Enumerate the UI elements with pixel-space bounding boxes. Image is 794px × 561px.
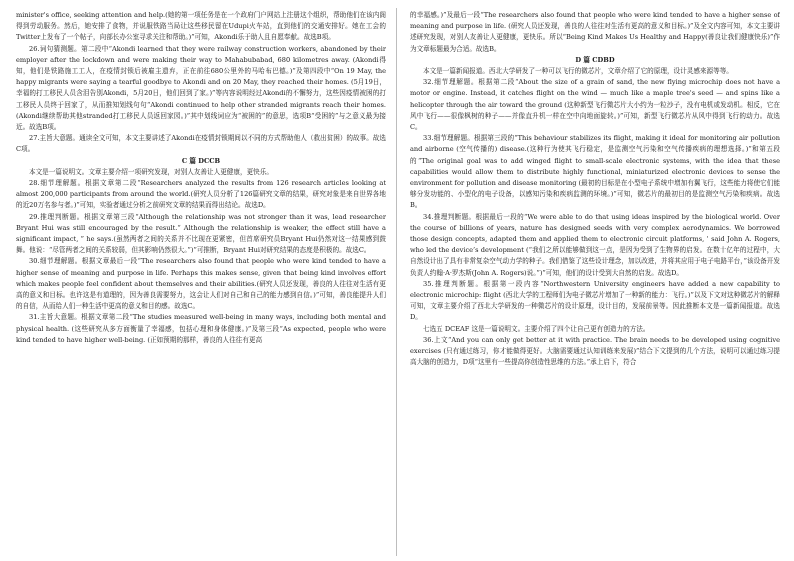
section-heading: C 篇 DCCB — [181, 156, 221, 165]
paragraph: 32.细节理解题。根据第二段“About the size of a grain of sand, the new flying microchip does not have a motor or engine. Instead, it catches flight on the wind — much like a maple tree's seed — and spins like a helicopter through the air toward the ground (这种新型飞行微芯片大小约为一粒沙子，没有电机或发动机。相反，它在风中飞行——很像枫树的种子——并像直升机一样在空中向地面旋转。)”可知，新型飞行微芯片从风中得到飞行的动力。故选C。 — [410, 78, 780, 132]
paragraph: 26.词句猜测题。第二段中“Akondi learned that they were railway construction workers, abandoned by their employer after the lockdown and were making their way to Mahabubabad, 680 kilometres away. (Akondi得知，他们是铁路施工工人，在疫情封锁后被雇主遗弃，正在前往680公里外的马哈布巴德。)”及第四段中“On 19 May, the happy migrants were saying a tearful goodbye to Akondi and on 20 May, they reached their homes. (5月19日，幸福的打工移民人员含泪告别Akondi，5月20日，他们回到了家。)”等内容说明经过Akondi的不懈努力，这些因疫情被困的打工移民人员终于回家了，从而推知划线句句“Akondi continued to help other stranded migrants reach their homes. (Akondi继续帮助其他stranded打工移民人员返回家园。)”其中划线词应为“被困的”的意思，选项B“受困的”与之意义最为接近。故选B项。 — [16, 44, 386, 132]
paragraph: 33.细节理解题。根据第三段的“This behaviour stabilizes its flight, making it ideal for monitoring air pollution and airborne (空气传播的) disease.(这种行为使其飞行稳定，是监测空气污染和空气传播疾病的理想选择。)”和第五段的“The original goal was to add winged flight to small-scale electronic systems, with the idea that these capabilities would allow them to distribute highly functional, miniaturized electronic devices to sense the environment for pollution and disease monitoring (最初的目标是在小型电子系统中增加有翼飞行，这些能力将使它们能够分发功能的、小型化的电子设备，以感知污染和疾病监测的环境。)”可知，微芯片的最初目的是监测空气污染和疾病。故选B。 — [410, 134, 780, 210]
paragraph: 28.细节理解题。根据文章第二段“Researchers analyzed the results from 126 research articles looking at almost 200,000 participants from around the world.(研究人员分析了126篇研究文章的结果，研究对象是来自世界各地的近20万名参与者。)”可知，实验者通过分析之前研究文章的结果而得出结论。故选D。 — [16, 179, 386, 210]
left-column — [16, 10, 386, 558]
paragraph: 的幸福感。)”及最后一段“The researchers also found that people who were kind tended to have a higher sense of meaning and purpose in life. (研究人员还发现，善良的人往往对生活有更高的意义和目标。)”及全文内容可知，本文主要讲述研究发现，对别人友善让人更健康，更快乐。所以“Being Kind Makes Us Healthy and Happy(善良让我们健康快乐)”作为文章标题最为合适。故选B。 — [410, 11, 780, 53]
section-heading: D 篇 CDBD — [575, 55, 615, 64]
paragraph: 30.细节理解题。根据文章最后一段“The researchers also found that people who were kind tended to have a higher sense of meaning and purpose in life. Perhaps this makes sense, given that being kind involves effort which makes people feel confident about themselves and their abilities.(研究人员还发现，善良的人往往对生活有更高的意义和目标。也许这是有道理的，因为善良需要努力，这会让人们对自己和自己的能力感到自信。)”可知，善良能提升人们的自信，从而给人们一种生活中更高的意义和目的感。故选C。 — [16, 257, 386, 311]
paragraph: 29.推理判断题。根据文章第三段“Although the relationship was not stronger than it was, lead researcher Bryant Hui was still encouraged by the result.“ Although the relationship is weaker, the effect still have a significant impact, ” he says.(虽然两者之间的关系并不比现在更紧密，但首席研究员Bryant Hui仍然对这一结果感到鼓舞。他说：“尽管两者之间的关系较弱，但其影响仍然很大。”)”可推断，Bryant Hui对研究结果的态度是积极的。故选C。 — [16, 212, 386, 255]
paragraph: minister's office, seeking attention and help.(她的第一项任务是在一个政府门户网站上注册这个组织，帮助他们在该内阁得到劳动服务。然后，她安排了食物，并说服铁路当局让这些移民留在Udupi火车站，直到他们的交通安排好。她在工会的Twitter上发布了一个帖子，向部长办公室寻求关注和帮助。)”可知，Akondi乐于助人且自愿奉献。故选B项。 — [16, 11, 386, 42]
paragraph: 七选五 DCEAF 这是一篇说明文。主要介绍了四个让自己更有创造力的方法。 — [423, 324, 650, 333]
paragraph: 36.上文“And you can only get better at it with practice. The brain needs to be developed using cognitive exercises (只有通过练习，你才能做得更好。大脑需要通过认知训练来发展)”结合下文提到的几个方法，说明可以通过练习提高大脑的创造力，D项“这里有一些提高你创造性思维的方法。”承上启下，符合 — [410, 335, 780, 367]
right-column — [410, 10, 780, 558]
paragraph: 本文是一篇说明文。文章主要介绍一项研究发现，对别人友善让人更健康，更快乐。 — [29, 167, 273, 176]
paragraph: 本文是一篇新闻报道。西北大学研发了一种可以飞行的微芯片，文章介绍了它的原理，设计灵感来源等等。 — [423, 67, 733, 76]
column-divider — [396, 8, 397, 556]
paragraph: 31.主旨大意题。根据文章第二段“The studies measured well-being in many ways, including both mental and physical health. (这些研究从多方面衡量了幸福感，包括心理和身体健康。)”及第三段“As expected, people who were kind tended to have higher well-being. (正如预期的那样，善良的人往往有更高 — [16, 313, 386, 344]
paragraph: 34.推理判断题。根据最后一段的“We were able to do that using ideas inspired by the biological world. Over the course of billions of years, nature has designed seeds with very complex aerodynamics. We borrowed those design concepts, adapted them and applied them to electronic circuit platforms, ' said John A. Rogers, who led the device’s development (“我们之所以能够做到这一点，是因为受到了生物界的启发。在数十亿年的过程中，大自然设计出了具有非常复杂空气动力学的种子。我们借鉴了这些设计理念，加以改进，并将其应用于电子电路平台，”该设备开发负责人约翰·A·罗杰斯(John A. Rogers)说。”)”可知，他们的设计受到大自然的启发。故选D。 — [410, 212, 780, 277]
paragraph: 27.主旨大意题。通读全文可知，本文主要讲述了Akondi在疫情封锁期间以不同的方式帮助他人（救出贫困）的故事。故选C项。 — [16, 134, 386, 154]
paragraph: 35.推理判断题。根据第一段内容“Northwestern University engineers have added a new capability to electronic microchip: flight (西北大学的工程师们为电子微芯片增加了一种新的能力：飞行。)”以及下文对这种微芯片的解释可知，文章主要介绍了西北大学研发的一种微芯片的设计原理，设计目的，发展前景等。因此推断本文是一篇新闻报道。故选D。 — [410, 279, 780, 322]
